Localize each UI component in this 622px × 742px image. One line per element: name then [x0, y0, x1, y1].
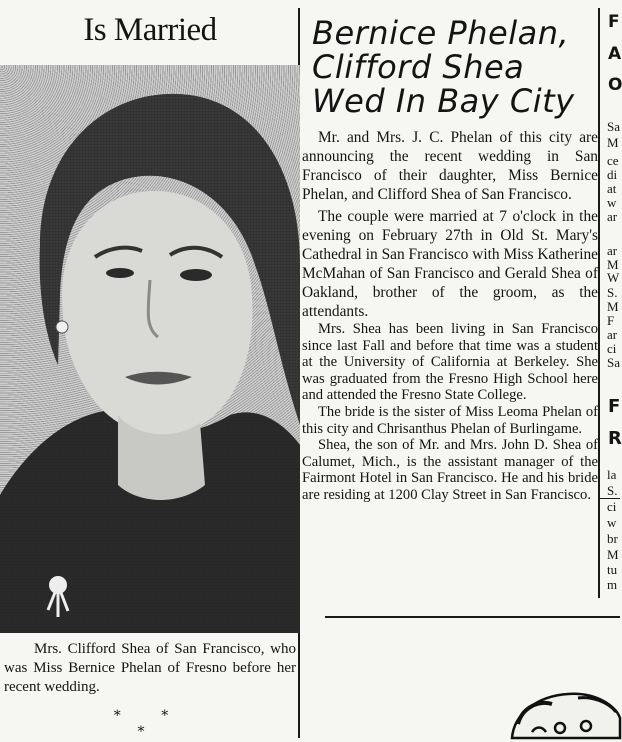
separator-stars: * * *: [113, 708, 187, 740]
fragment-line: la: [607, 467, 617, 482]
fragment-line: M: [607, 135, 619, 150]
article-paragraph: The couple were married at 7 o'clock in the evening on February 27th in Old St. Mary's Cathedral in San Francisco with Miss Katherine McMahan of San Francisco and Gerald Shea of Oakland, brother of the groom, as the attendants.: [302, 208, 598, 320]
article-body: [302, 128, 598, 504]
fragment-line: tu: [607, 562, 618, 577]
fragment-line: Sa: [607, 119, 620, 134]
photo-caption: [4, 640, 296, 697]
fragment-head: A: [608, 44, 622, 64]
fragment-line: w: [607, 515, 617, 530]
headline-line: Clifford Shea: [312, 48, 525, 86]
fragment-head: F: [608, 396, 621, 417]
fragment-line: ci: [607, 499, 617, 514]
fragment-head: O: [608, 75, 622, 95]
fragment-line: S.: [607, 285, 618, 300]
adjacent-article-fragment: [600, 0, 620, 738]
fragment-line: ci: [607, 341, 617, 356]
fragment-line: ce: [607, 153, 619, 168]
fragment-line: Sa: [607, 355, 620, 370]
bride-portrait: [0, 65, 300, 633]
article-paragraph: Mr. and Mrs. J. C. Phelan of this city are announcing the recent wedding in San Francisco of their daughter, Miss Bernice Phelan, and Clifford Shea of San Francisco.: [302, 129, 598, 203]
photo-caption-text: Mrs. Clifford Shea of San Francisco, who was Miss Bernice Phelan of Fresno before her recent wedding.: [4, 641, 296, 695]
fragment-line: ar: [607, 209, 618, 224]
article-paragraph: Shea, the son of Mr. and Mrs. John D. Shea of Calumet, Mich., is the assistant manager of the Fairmont Hotel in San Francisco. He and his bride are residing at 1200 Clay Street in San Francisco.: [302, 437, 598, 503]
fragment-line: M: [607, 257, 619, 272]
article-paragraph: Mrs. Shea has been living in San Francisco since last Fall and before that time was a student at the University of California at Berkeley. She was graduated from the Fresno High School here and attended the Fresno State College.: [302, 321, 598, 404]
fragment-line: br: [607, 531, 618, 546]
fragment-line: M: [607, 547, 619, 562]
article-headline: [312, 16, 602, 118]
fragment-line: W: [607, 270, 620, 285]
fragment-line: S.: [607, 483, 618, 498]
fragment-line: M: [607, 299, 619, 314]
fragment-line: w: [607, 195, 617, 210]
fragment-head: F: [608, 12, 620, 32]
headline-line: Bernice Phelan,: [312, 14, 570, 52]
fragment-line: ar: [607, 327, 618, 342]
article-paragraph: The bride is the sister of Miss Leoma Phelan of this city and Chrisanthus Phelan of Burlingame.: [302, 403, 598, 437]
photo-headline: Is Married: [83, 12, 217, 48]
fragment-line: di: [607, 167, 618, 182]
fragment-line: ar: [607, 243, 618, 258]
fragment-line: F: [607, 313, 615, 328]
fragment-line: at: [607, 181, 617, 196]
headline-line: Wed In Bay City: [312, 82, 575, 120]
article-end-rule: [325, 616, 620, 618]
cartoon-illustration: [508, 688, 620, 738]
fragment-head: R: [608, 428, 622, 449]
fragment-line: m: [607, 577, 618, 592]
